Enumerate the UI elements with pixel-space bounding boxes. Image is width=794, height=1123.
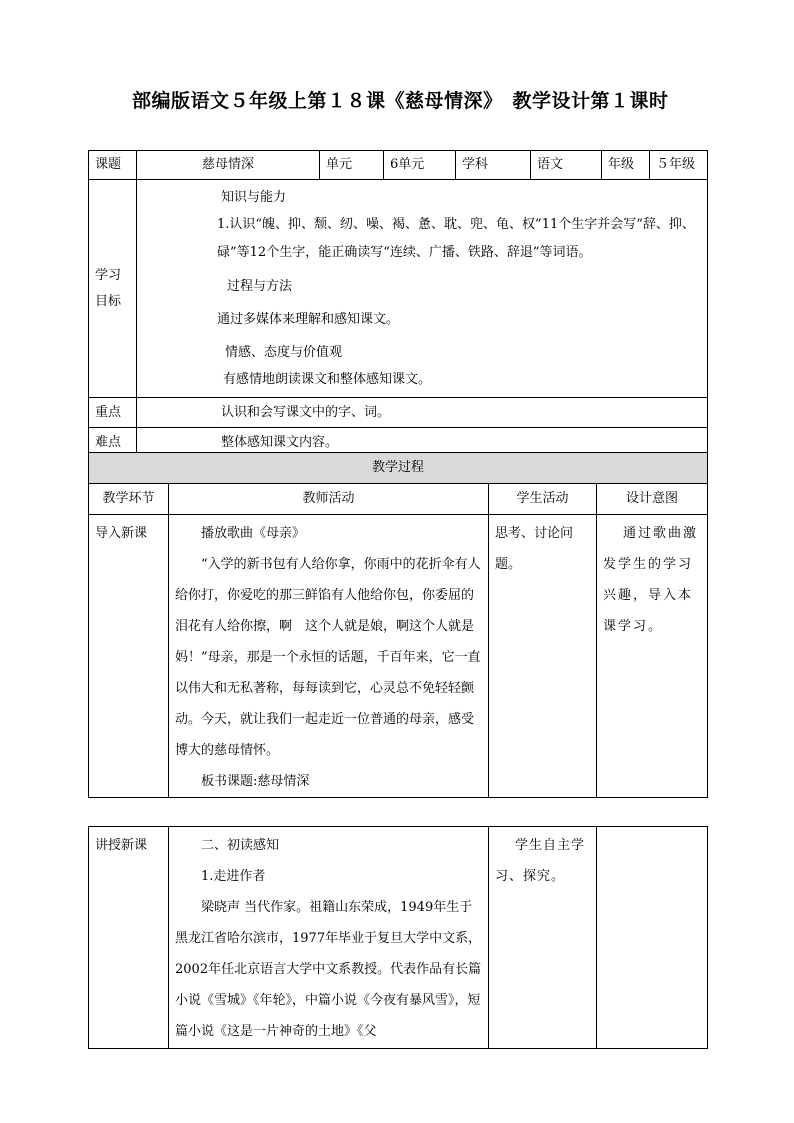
lecture-row	[89, 827, 708, 1049]
col-intent: 设计意图	[597, 484, 708, 515]
intro-stage: 导入新课	[89, 515, 169, 798]
lecture-teacher-line-1: 二、初读感知	[201, 838, 280, 853]
goal-text-process: 通过多媒体来理解和感知课文。	[217, 312, 400, 327]
difficulty-label: 难点	[89, 428, 137, 458]
subject-value: 语文	[531, 151, 602, 180]
key-point-row	[89, 398, 708, 428]
lecture-teacher	[169, 827, 489, 1049]
goal-heading-emotion: 情感、态度与价值观	[225, 345, 343, 360]
process-table	[88, 452, 708, 798]
intro-row	[89, 515, 708, 798]
goal-text-emotion: 有感情地朗读课文和整体感知课文。	[223, 372, 432, 387]
lecture-table	[88, 826, 708, 1049]
intro-teacher-line-3: 板书课题:慈母情深	[201, 774, 310, 789]
goal-text-knowledge: 1.认识“魄、抑、颓、纫、噪、褐、惫、耽、兜、龟、权”11个生字并会写“辞、抑、碌”等12个生字，能正确读写“连续、广播、铁路、辞退”等词语。	[217, 217, 695, 260]
process-header-row	[89, 453, 708, 484]
goals-row	[89, 180, 708, 398]
lecture-student: 学生自主学习、探究。	[489, 827, 597, 1049]
grade-label: 年级	[602, 151, 650, 180]
goal-heading-knowledge: 知识与能力	[221, 190, 287, 205]
grade-value: ５年级	[650, 151, 708, 180]
topic-value: 慈母情深	[137, 151, 320, 180]
intro-teacher	[169, 515, 489, 798]
intro-student: 思考、讨论问题。	[489, 515, 597, 798]
lecture-teacher-line-2: 1.走进作者	[201, 869, 266, 884]
key-point-text: 认识和会写课文中的字、词。	[137, 398, 708, 428]
unit-value: 6单元	[384, 151, 456, 180]
lecture-stage: 讲授新课	[89, 827, 169, 1049]
col-teacher: 教师活动	[169, 484, 489, 515]
intro-teacher-line-1: 播放歌曲《母亲》	[201, 526, 306, 541]
goals-label	[89, 180, 137, 398]
col-student: 学生活动	[489, 484, 597, 515]
topic-label: 课题	[89, 151, 137, 180]
col-stage: 教学环节	[89, 484, 169, 515]
document-title: 部编版语文５年级上第１８课《慈母情深》 教学设计第１课时	[132, 90, 669, 112]
difficulty-text: 整体感知课文内容。	[137, 428, 708, 458]
process-columns-row	[89, 484, 708, 515]
lecture-teacher-line-3: 梁晓声 当代作家。祖籍山东荣成，1949年生于黑龙江省哈尔滨市，1977年毕业于复旦大学中文系，2002年任北京语言大学中文系教授。代表作品有长篇小说《雪城》《年轮》，中篇小说《今夜有暴风雪》，短篇小说《这是一片神奇的土地》《父	[175, 900, 482, 1039]
intro-teacher-line-2: “入学的新书包有人给你拿，你雨中的花折伞有人给你打，你爱吃的那三鲜馅有人他给你包，你委屈的泪花有人给你擦，啊 这个人就是娘，啊这个人就是妈！”母亲，那是一个永恒的话题，千百年来，它一直以伟大和无私著称，每每读到它，心灵总不免轻轻颤动。今天，就让我们一起走近一位普通的母亲，感受博大的慈母情怀。	[175, 557, 481, 758]
key-point-label: 重点	[89, 398, 137, 428]
goals-label-line2: 目标	[95, 293, 122, 309]
goals-label-line1: 学习	[95, 267, 122, 283]
goals-content	[137, 180, 708, 398]
info-row	[89, 151, 708, 180]
intro-intent: 通过歌曲激发学生的学习兴趣，导入本课学习。	[597, 515, 708, 798]
goal-heading-process: 过程与方法	[227, 279, 293, 294]
subject-label: 学科	[456, 151, 531, 180]
unit-label: 单元	[320, 151, 384, 180]
lesson-plan-table	[88, 150, 708, 458]
process-header: 教学过程	[89, 453, 708, 484]
lecture-intent	[597, 827, 708, 1049]
